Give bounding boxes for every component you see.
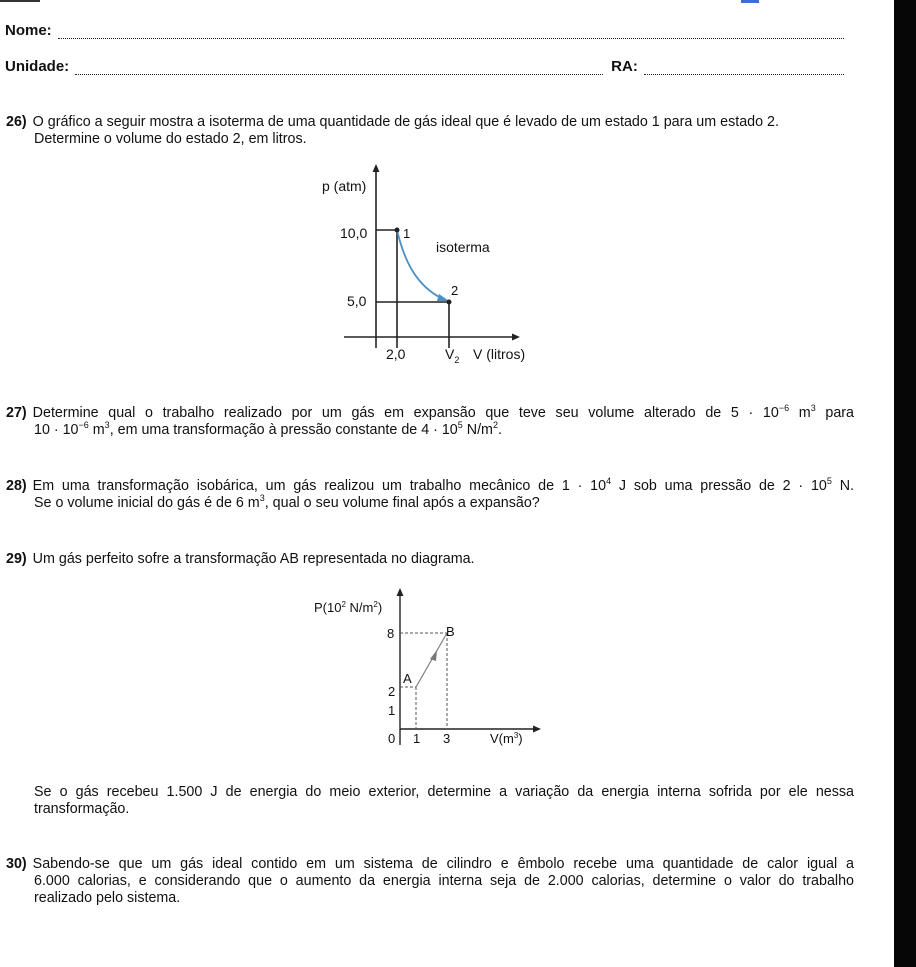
question-30 <box>6 856 854 907</box>
q27-text: , em uma transformação à pressão constante de 4 · 10 <box>109 422 458 438</box>
x-axis-arrow <box>512 334 520 341</box>
ab-arrow-head <box>430 650 437 661</box>
x-tick-1: 1 <box>413 731 421 746</box>
q27-text: 10 · 10 <box>34 422 79 438</box>
q27-exp: 3 <box>104 420 110 430</box>
isotherm-label: isoterma <box>436 239 490 255</box>
q27-text: para <box>815 405 854 421</box>
q30-text-line1: Sabendo-se que um gás ideal contido em um sistema de cilindro e êmbolo recebe uma quantidade de calor igual a <box>32 856 854 872</box>
x-tick-v2: $V_2$ <box>445 346 460 365</box>
point-1-label: 1 <box>403 226 411 241</box>
ra-label: RA: <box>611 58 638 75</box>
point-2-label: 2 <box>451 283 459 298</box>
q28-text: N. <box>831 478 854 494</box>
y-axis-arrow <box>397 588 404 596</box>
q28-exp: 5 <box>826 476 832 486</box>
y-axis-arrow <box>373 164 380 172</box>
question-number: 30) <box>6 856 27 872</box>
point-b-label: B <box>446 624 455 639</box>
q27-text: m <box>789 405 811 421</box>
q28-text: , qual o seu volume final após a expansão? <box>264 495 540 511</box>
q27-text: . <box>497 422 502 438</box>
q27-exp: −6 <box>778 403 790 413</box>
question-text-line1: O gráfico a seguir mostra a isoterma de uma quantidade de gás ideal que é levado de um estado 1 para um estado 2. <box>32 114 779 130</box>
curve-arrow-head <box>437 294 449 301</box>
q28-text: J sob uma pressão de 2 · 10 <box>611 478 827 494</box>
question-29 <box>6 551 854 568</box>
x-axis-label: V (litros) <box>473 346 526 362</box>
q28-exp: 3 <box>259 493 265 503</box>
q28-text: Em uma transformação isobárica, um gás realizou um trabalho mecânico de 1 · 10 <box>32 478 607 494</box>
q29-text-line1: Se o gás recebeu 1.500 J de energia do meio exterior, determine a variação da energia interna sofrida por ele nessa <box>34 784 854 800</box>
x-axis-label: $V(m^3)$ <box>490 731 523 746</box>
q27-text: Determine qual o trabalho realizado por um gás em expansão que teve seu volume alterado de 5 · 10 <box>32 405 779 421</box>
question-28 <box>6 478 854 512</box>
point-a-label: A <box>403 671 412 686</box>
q29-text-line2: transformação. <box>34 801 130 817</box>
unidade-field-row <box>5 58 844 75</box>
question-number: 28) <box>6 478 27 494</box>
ab-segment <box>416 633 447 687</box>
y-axis-label: $P(10^2$ $N/m^2$) <box>314 600 383 615</box>
unidade-input-line[interactable] <box>75 63 603 75</box>
nome-label: Nome: <box>5 22 52 39</box>
nome-input-line[interactable] <box>58 27 844 39</box>
y-axis-label: p (atm) <box>322 178 367 194</box>
question-text-line2: Determine o volume do estado 2, em litros. <box>34 131 307 147</box>
question-29-continued <box>6 784 854 818</box>
question-number: 29) <box>6 551 27 567</box>
unidade-label: Unidade: <box>5 58 70 75</box>
y-tick-1: 1 <box>388 703 396 718</box>
x-tick-3: 3 <box>443 731 451 746</box>
ra-input-line[interactable] <box>644 63 844 75</box>
y-tick-2: 2 <box>388 684 396 699</box>
question-number: 26) <box>6 114 27 130</box>
y-tick-10: 10,0 <box>340 225 368 241</box>
q27-exp: 2 <box>492 420 498 430</box>
q27-exp: −6 <box>78 420 89 430</box>
x-origin: 0 <box>388 731 396 746</box>
x-axis-arrow <box>533 726 541 733</box>
point-2-dot <box>447 300 452 305</box>
q27-text: N/m <box>462 422 493 438</box>
q28-text: Se o volume inicial do gás é de 6 m <box>34 495 260 511</box>
x-tick-2: 2,0 <box>386 346 406 362</box>
question-27 <box>6 405 854 439</box>
q30-text-line3: realizado pelo sistema. <box>34 890 181 906</box>
point-1-dot <box>395 228 400 233</box>
nome-field-row <box>5 22 844 39</box>
q28-exp: 4 <box>606 476 612 486</box>
y-tick-5: 5,0 <box>347 293 367 309</box>
isotherm-graph <box>300 160 560 375</box>
q27-exp: 3 <box>810 403 816 413</box>
y-tick-8: 8 <box>387 626 395 641</box>
right-dark-border <box>894 0 916 967</box>
question-26 <box>6 114 854 148</box>
question-text-line1: Um gás perfeito sofre a transformação AB representada no diagrama. <box>32 551 475 567</box>
top-edge-blue-mark <box>741 0 759 3</box>
q27-text: m <box>88 422 105 438</box>
q27-exp: 5 <box>457 420 463 430</box>
ab-transformation-graph <box>300 585 560 755</box>
question-number: 27) <box>6 405 27 421</box>
q30-text-line2: 6.000 calorias, e considerando que o aumento da energia interna seja de 2.000 calorias, determine o valor do trabalho <box>34 873 854 889</box>
top-edge-mark <box>0 0 40 2</box>
